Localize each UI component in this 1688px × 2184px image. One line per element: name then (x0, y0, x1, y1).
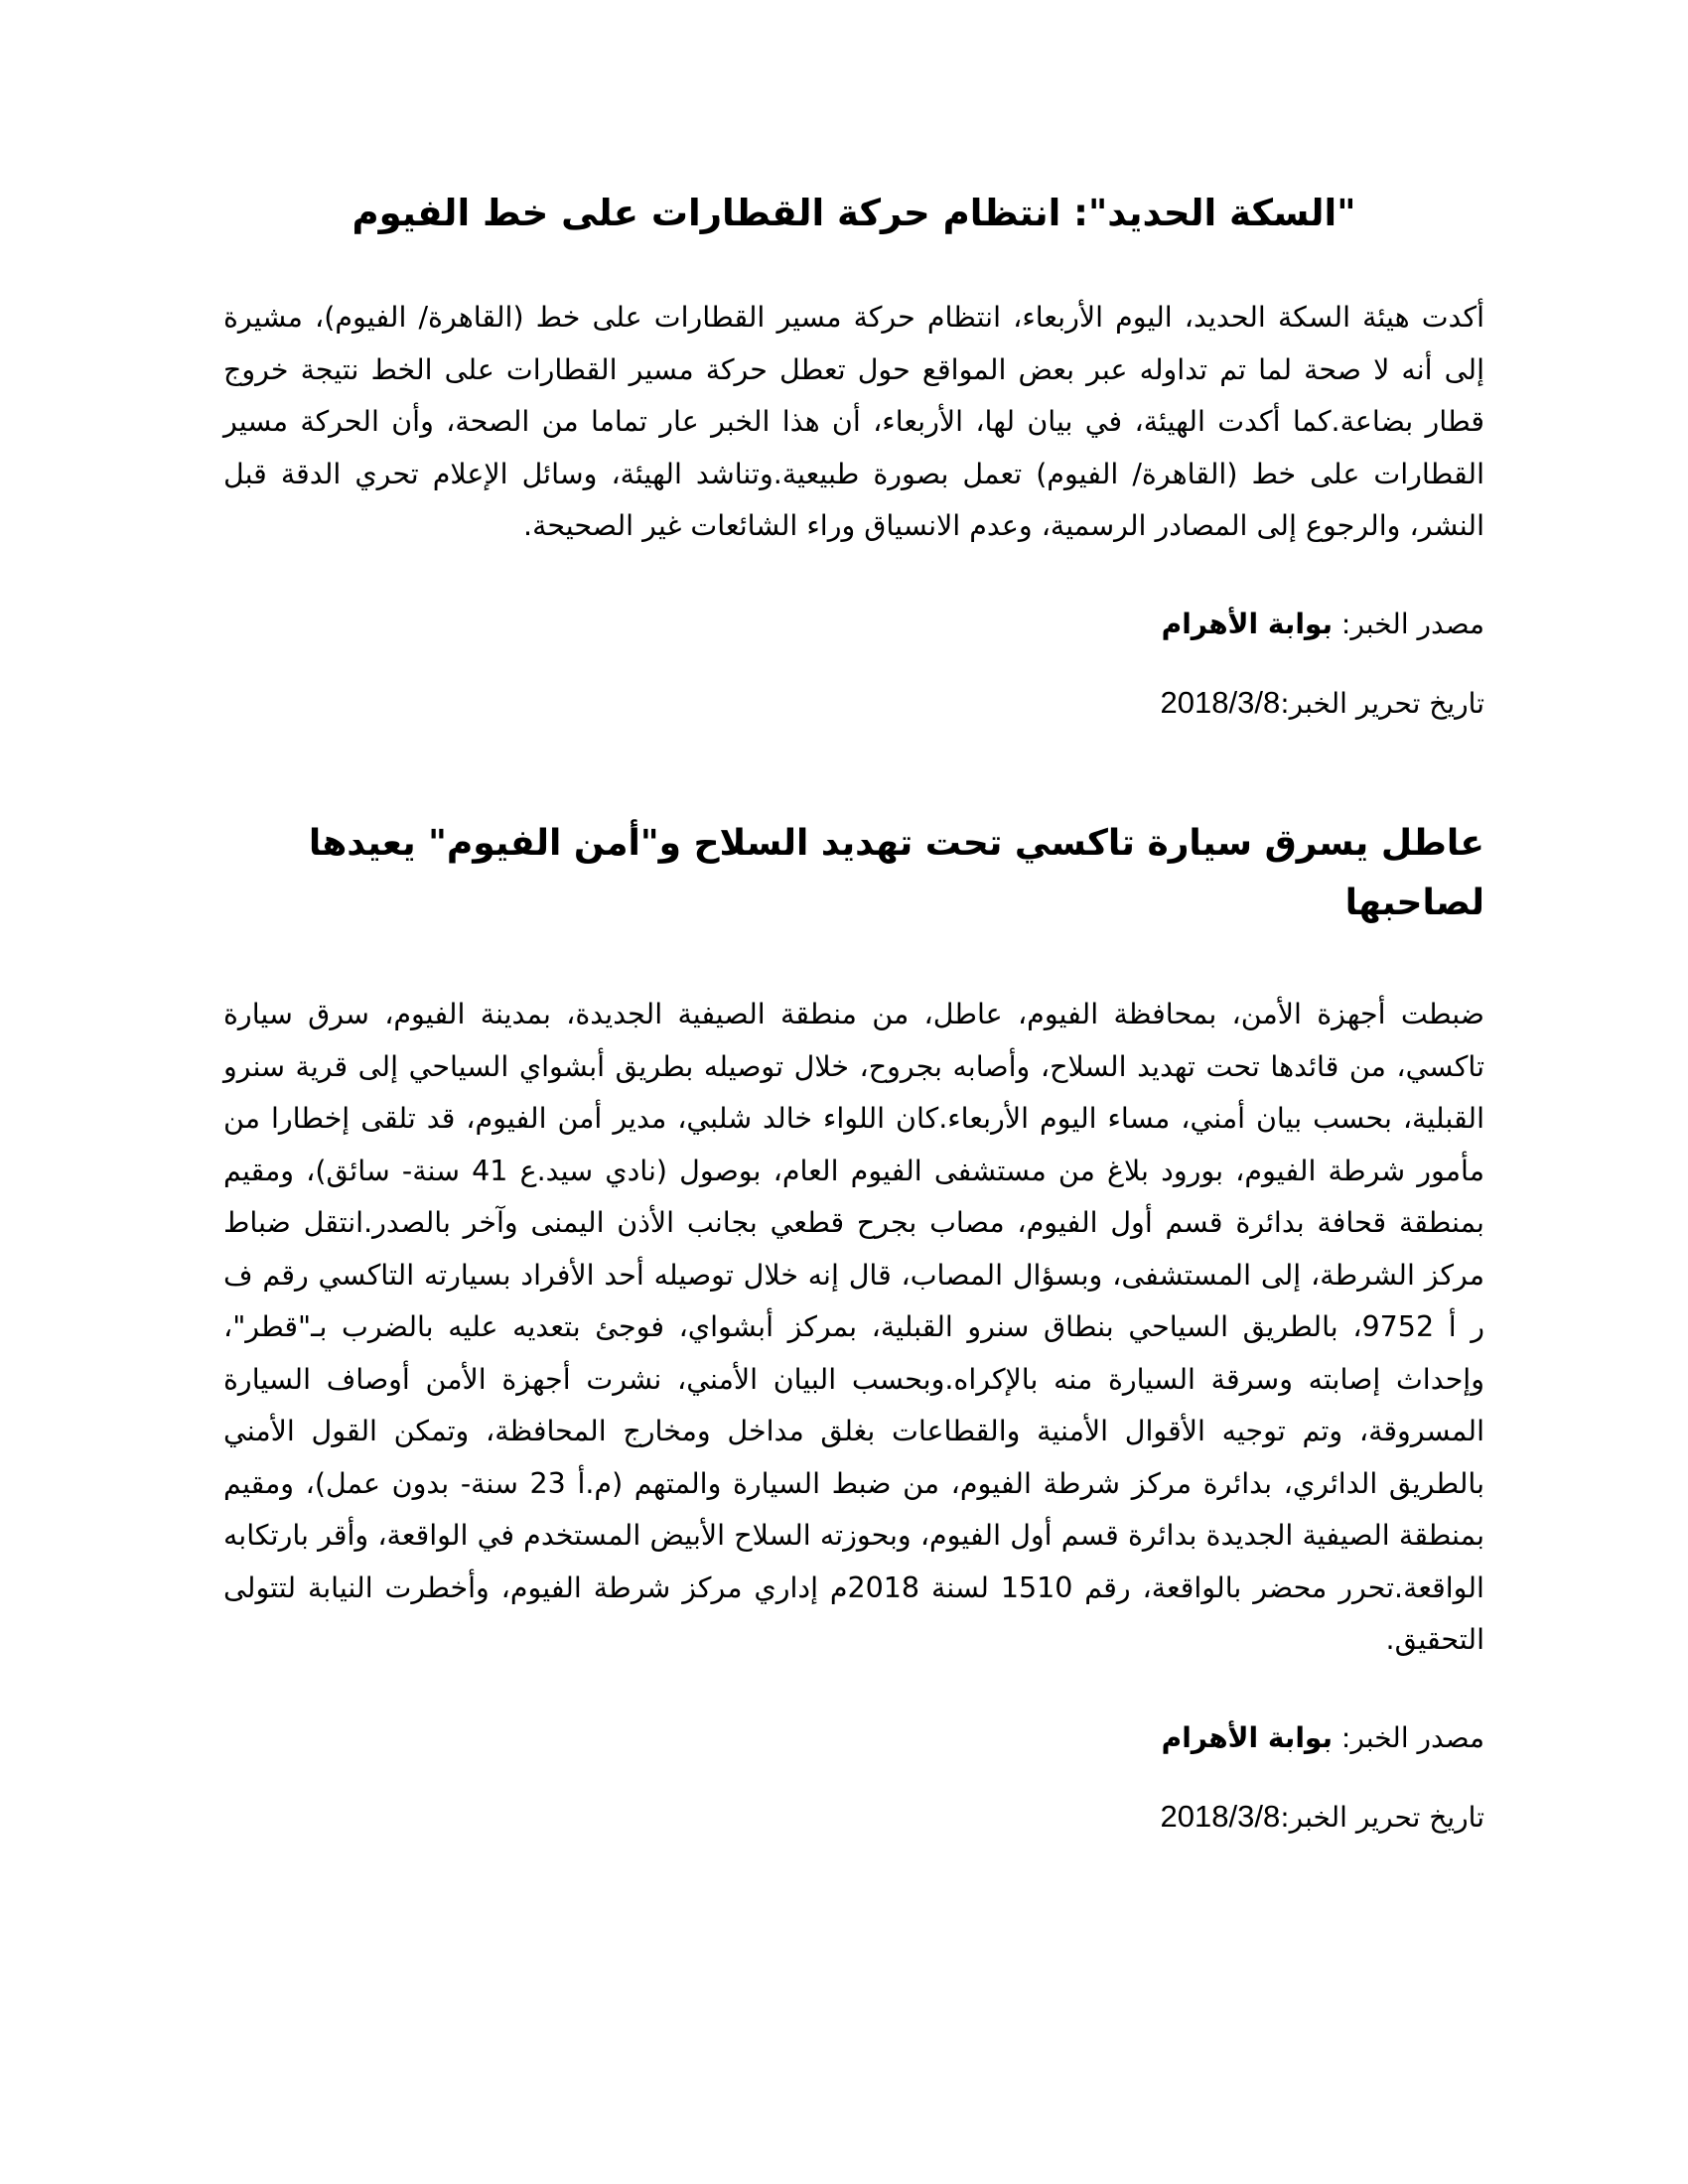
edit-date-label: تاريخ تحرير الخبر: (1280, 1800, 1484, 1834)
news-source-line (223, 1718, 1484, 1758)
article-railway (223, 184, 1484, 724)
edit-date-value: 2018/3/8 (1160, 684, 1281, 720)
news-source-label: مصدر الخبر: (1332, 607, 1484, 640)
article-headline: "السكة الحديد": انتظام حركة القطارات على خط الفيوم (352, 192, 1356, 234)
article-body: أكدت هيئة السكة الحديد، اليوم الأربعاء، انتظام حركة مسير القطارات على خط (القاهرة/ الفيوم)، مشيرة إلى أنه لا صحة لما تم تداوله عبر بعض المواقع حول تعطل حركة مسير القطارات على الخط نتيجة خروج قطار بضاعة.كما أكدت الهيئة، في بيان لها، الأربعاء، أن هذا الخبر عار تماما من الصحة، وأن الحركة مسير القطارات على خط (القاهرة/ الفيوم) تعمل بصورة طبيعية.وتناشد الهيئة، وسائل الإعلام تحري الدقة قبل النشر، والرجوع إلى المصادر الرسمية، وعدم الانسياق وراء الشائعات غير الصحيحة. (223, 301, 1484, 542)
edit-date-value: 2018/3/8 (1160, 1798, 1281, 1834)
news-source-value: بوابة الأهرام (1161, 1720, 1333, 1754)
article-taxi-theft (223, 814, 1484, 1838)
edit-date-line (223, 683, 1484, 724)
article-body: ضبطت أجهزة الأمن، بمحافظة الفيوم، عاطل، من منطقة الصيفية الجديدة، بمدينة الفيوم، سرق سيارة تاكسي، من قائدها تحت تهديد السلاح، وأصابه بجروح، خلال توصيله بطريق أبشواي السياحي إلى قرية سنرو القبلية، بحسب بيان أمني، مساء اليوم الأربعاء.كان اللواء خالد شلبي، مدير أمن الفيوم، قد تلقى إخطارا من مأمور شرطة الفيوم، بورود بلاغ من مستشفى الفيوم العام، بوصول (نادي سيد.ع 41 سنة- سائق)، ومقيم بمنطقة قحافة بدائرة قسم أول الفيوم، مصاب بجرح قطعي بجانب الأذن اليمنى وآخر بالصدر.انتقل ضباط مركز الشرطة، إلى المستشفى، وبسؤال المصاب، قال إنه خلال توصيله أحد الأفراد بسيارته التاكسي رقم ف ر أ 9752، بالطريق السياحي بنطاق سنرو القبلية، بمركز أبشواي، فوجئ بتعديه عليه بالضرب بـ"قطر"، وإحداث إصابته وسرقة السيارة منه بالإكراه.وبحسب البيان الأمني، نشرت أجهزة الأمن أوصاف السيارة المسروقة، وتم توجيه الأقوال الأمنية والقطاعات بغلق مداخل ومخارج المحافظة، وتمكن القول الأمني بالطريق الدائري، بدائرة مركز شرطة الفيوم، من ضبط السيارة والمتهم (م.أ 23 سنة- بدون عمل)، ومقيم بمنطقة الصيفية الجديدة بدائرة قسم أول الفيوم، وبحوزته السلاح الأبيض المستخدم في الواقعة، وأقر بارتكابه الواقعة.تحرر محضر بالواقعة، رقم 1510 لسنة 2018م إداري مركز شرطة الفيوم، وأخطرت النيابة لتتولى التحقيق. (223, 998, 1485, 1656)
article-headline: عاطل يسرق سيارة تاكسي تحت تهديد السلاح و"أمن الفيوم" يعيدها لصاحبها (308, 823, 1484, 923)
news-source-value: بوابة الأهرام (1161, 607, 1333, 640)
news-source-line (223, 605, 1484, 644)
news-source-label: مصدر الخبر: (1332, 1720, 1484, 1754)
edit-date-line (223, 1797, 1484, 1838)
edit-date-label: تاريخ تحرير الخبر: (1280, 686, 1484, 720)
